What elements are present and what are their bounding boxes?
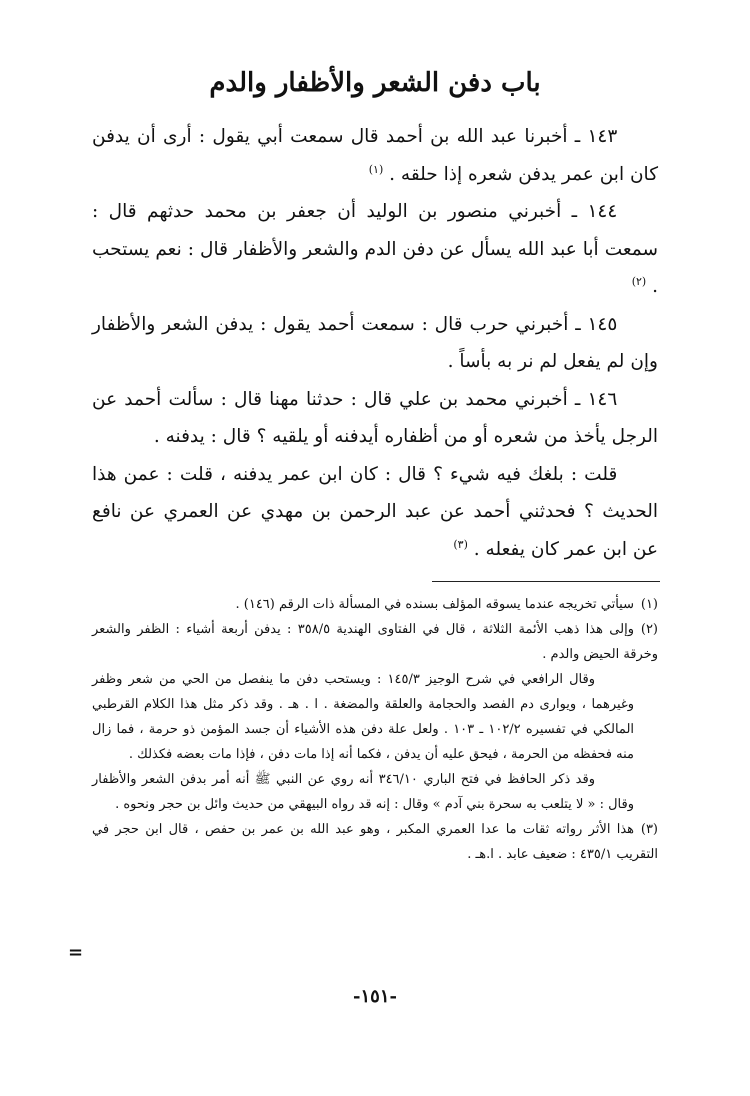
paragraph-146-continued-text: قلت : بلغك فيه شيء ؟ قال : كان ابن عمر يدفنه ، قلت : عمن هذا الحديث ؟ فحدثني أحمد عن عبد الرحمن بن مهدي عن العمري عن نافع عن ابن عمر كان يفعله .	[92, 463, 658, 560]
footnote-ref-2: (٢)	[631, 274, 647, 288]
paragraph-145: ١٤٥ ـ أخبرني حرب قال : سمعت أحمد يقول : يدفن الشعر والأظفار وإن لم يفعل لم نر به بأساً .	[92, 313, 658, 372]
footnote-divider	[432, 581, 660, 582]
footnote-1-text: سيأتي تخريجه عندما يسوقه المؤلف بسنده في المسألة ذات الرقم (١٤٦) .	[235, 597, 634, 612]
footnote-ref-3: (٣)	[453, 537, 468, 551]
chapter-title: باب دفن الشعر والأظفار والدم	[209, 68, 541, 98]
footnote-3-text: هذا الأثر رواته ثقات ما عدا العمري المكبر ، وهو عبد الله بن عمر بن حفص ، قال ابن حجر في التقريب ٤٣٥/١ : ضعيف عابد . ا.هـ .	[92, 822, 658, 862]
paragraph-143-text: ١٤٣ ـ أخبرنا عبد الله بن أحمد قال سمعت أبي يقول : أرى أن يدفن كان ابن عمر يدفن شعره إذا حلقه .	[92, 126, 658, 185]
footnotes	[92, 592, 658, 867]
footnote-3-number: (٣)	[640, 822, 658, 837]
footnote-2-text: وإلى هذا ذهب الأئمة الثلاثة ، قال في الفتاوى الهندية ٣٥٨/٥ : يدفن أربعة أشياء : الظفر والشعر وخرقة الحيض والدم .	[92, 622, 658, 662]
paragraph-146: ١٤٦ ـ أخبرني محمد بن علي قال : حدثنا مهنا قال : سألت أحمد عن الرجل يأخذ من شعره أو من أظفاره أيدفنه أو يلقيه ؟ قال : يدفنه .	[92, 388, 658, 447]
paragraph-146-continued	[92, 456, 658, 569]
footnote-3	[92, 817, 658, 867]
footnote-2	[92, 617, 658, 667]
main-text	[92, 118, 658, 568]
footnote-2-number: (٢)	[640, 622, 658, 637]
paragraph-143	[92, 118, 658, 193]
footnote-1-number: (١)	[640, 597, 658, 612]
footnote-1	[92, 592, 658, 617]
paragraph-144-text: ١٤٤ ـ أخبرني منصور بن الوليد أن جعفر بن محمد حدثهم قال : سمعت أبا عبد الله يسأل عن دفن الدم والشعر والأظفار قال : نعم يستحب .	[92, 201, 658, 297]
paragraph-144	[92, 193, 658, 306]
footnote-2-paragraph-2: وقال الرافعي في شرح الوجيز ١٤٥/٣ : ويستحب دفن ما ينفصل من الحي من شعر وظفر وغيرهما ، ويوارى دم الفصد والحجامة والعلقة والمضغة . ا . هـ . وقد ذكر مثل هذا الكلام القرطبي المالكي في تفسيره ١٠٢/٢ ـ ١٠٣ . ولعل علة دفن هذه الأشياء أن جسد المؤمن ذو حرمة ، فما زال منه فحفظه من الحرمة ، فيحق عليه أن يدفن ، فكما أنه إذا مات دفن ، فإذا مات بعضه فكذلك .	[92, 672, 635, 762]
margin-mark: =	[68, 942, 84, 963]
page-number: -١٥١-	[353, 986, 397, 1007]
footnote-2-paragraph-3: وقد ذكر الحافظ في فتح الباري ٣٤٦/١٠ أنه روي عن النبي ﷺ أنه أمر بدفن الشعر والأظفار وقال : « لا يتلعب به سحرة بني آدم » وقال : إنه قد رواه البيهقي من حديث وائل بن حجر ونحوه .	[92, 772, 634, 812]
footnote-ref-1: (١)	[368, 162, 384, 176]
